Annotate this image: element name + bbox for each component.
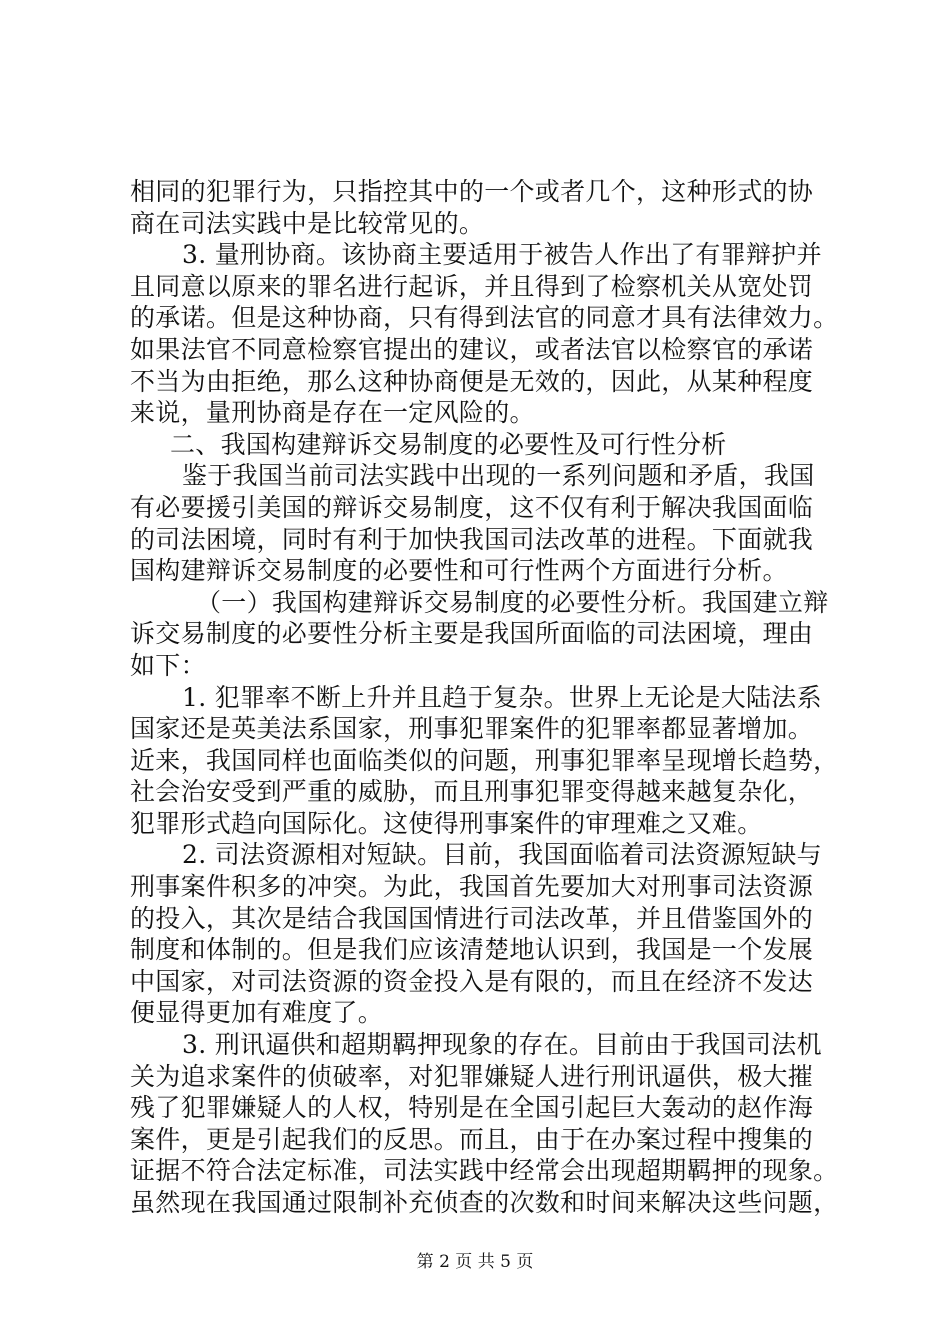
subsection-heading: （一）我国构建辩诉交易制度的必要性分析。我国建立辩 — [196, 587, 829, 617]
text-line: 鉴于我国当前司法实践中出现的一系列问题和矛盾，我国 — [182, 461, 815, 491]
text-line: 有必要援引美国的辩诉交易制度，这不仅有利于解决我国面临 — [130, 492, 814, 522]
text-line: 商在司法实践中是比较常见的。 — [130, 208, 485, 238]
text-line: 便显得更加有难度了。 — [130, 998, 384, 1028]
text-line: 2. 司法资源相对短缺。目前，我国面临着司法资源短缺与 — [182, 840, 822, 870]
text-line: 的司法困境，同时有利于加快我国司法改革的进程。下面就我 — [130, 524, 814, 554]
text-line: 来说，量刑协商是存在一定风险的。 — [130, 398, 535, 428]
text-line: 虽然现在我国通过限制补充侦查的次数和时间来解决这些问题， — [130, 1188, 839, 1217]
text-line: 残了犯罪嫌疑人的人权，特别是在全国引起巨大轰动的赵作海 — [130, 1093, 814, 1123]
page-number-footer: 第 2 页 共 5 页 — [416, 1252, 534, 1272]
text-line: 刑事案件积多的冲突。为此，我国首先要加大对刑事司法资源 — [130, 872, 814, 902]
text-line: 3. 量刑协商。该协商主要适用于被告人作出了有罪辩护并 — [182, 240, 822, 270]
text-line: 国构建辩诉交易制度的必要性和可行性两个方面进行分析。 — [130, 556, 788, 586]
text-line: 证据不符合法定标准，司法实践中经常会出现超期羁押的现象。 — [130, 1156, 839, 1186]
text-line: 不当为由拒绝，那么这种协商便是无效的，因此，从某种程度 — [130, 366, 814, 396]
document-body — [130, 176, 839, 1219]
text-line: 如果法官不同意检察官提出的建议，或者法官以检察官的承诺 — [130, 334, 814, 364]
section-heading: 二、我国构建辩诉交易制度的必要性及可行性分析 — [170, 429, 727, 459]
text-line: 制度和体制的。但是我们应该清楚地认识到，我国是一个发展 — [130, 935, 814, 965]
text-line: 且同意以原来的罪名进行起诉，并且得到了检察机关从宽处罚 — [130, 271, 814, 301]
text-line: 3. 刑讯逼供和超期羁押现象的存在。目前由于我国司法机 — [182, 1030, 822, 1060]
text-line: 相同的犯罪行为，只指控其中的一个或者几个，这种形式的协 — [130, 177, 814, 206]
text-line: 诉交易制度的必要性分析主要是我国所面临的司法困境，理由 — [130, 619, 814, 649]
text-line: 近来，我国同样也面临类似的问题，刑事犯罪率呈现增长趋势， — [130, 745, 839, 775]
text-line: 1. 犯罪率不断上升并且趋于复杂。世界上无论是大陆法系 — [182, 682, 822, 712]
text-line: 关为追求案件的侦破率，对犯罪嫌疑人进行刑讯逼供，极大摧 — [130, 1061, 814, 1091]
text-line: 国家还是英美法系国家，刑事犯罪案件的犯罪率都显著增加。 — [130, 714, 814, 744]
text-line: 的承诺。但是这种协商，只有得到法官的同意才具有法律效力。 — [130, 303, 839, 333]
text-line: 的投入，其次是结合我国国情进行司法改革，并且借鉴国外的 — [130, 903, 814, 933]
text-line: 社会治安受到严重的威胁，而且刑事犯罪变得越来越复杂化， — [130, 777, 814, 807]
text-line: 中国家，对司法资源的资金投入是有限的，而且在经济不发达 — [130, 966, 814, 996]
text-line: 犯罪形式趋向国际化。这使得刑事案件的审理难之又难。 — [130, 808, 763, 838]
text-line: 如下： — [130, 650, 206, 680]
text-line: 案件，更是引起我们的反思。而且，由于在办案过程中搜集的 — [130, 1124, 814, 1154]
